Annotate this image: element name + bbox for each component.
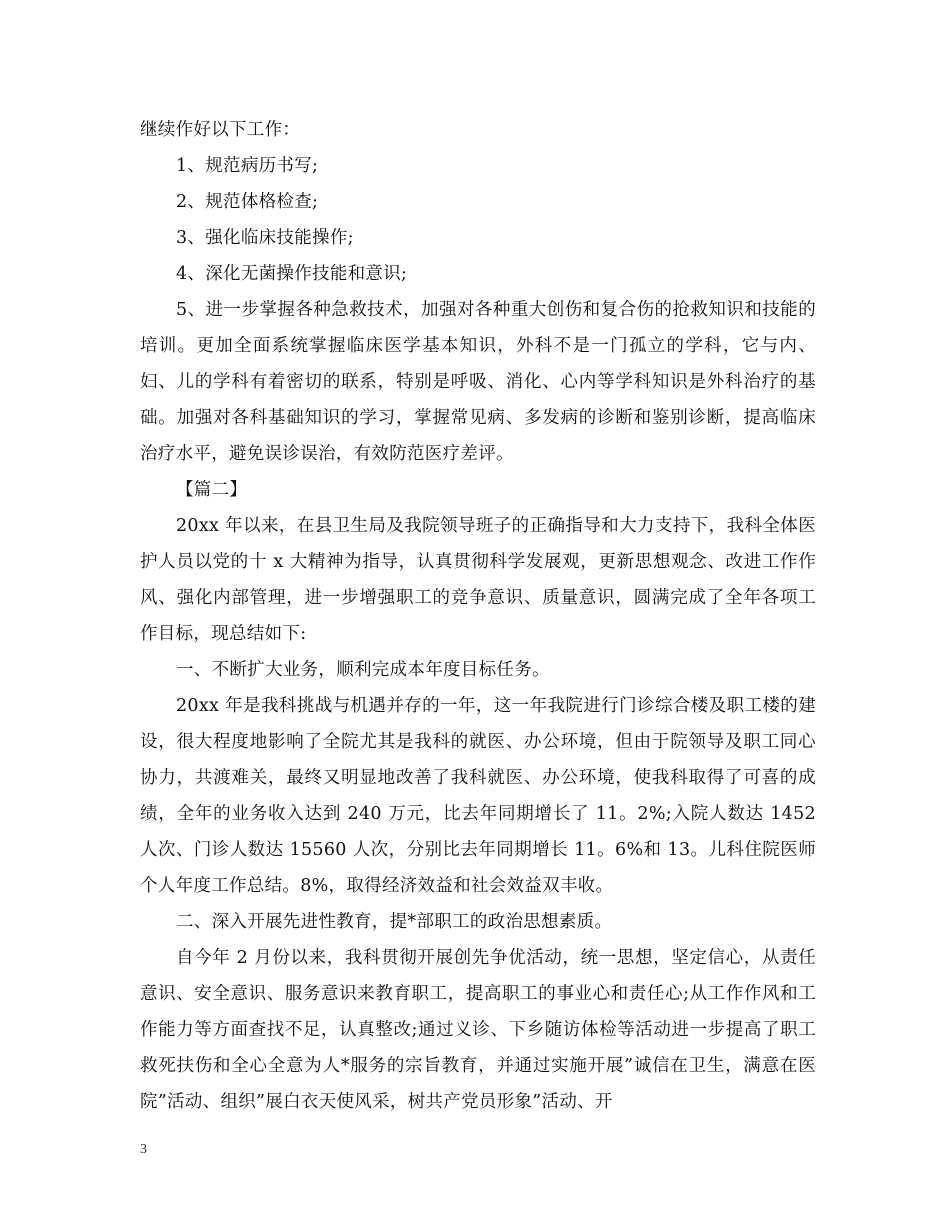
paragraph-business: 20xx 年是我科挑战与机遇并存的一年，这一年我院进行门诊综合楼及职工楼的建设，很大程度地影响了全院尤其是我科的就医、办公环境，但由于院领导及职工同心协力，共渡难关，最终又明显地改善了我科就医、办公环境，使我科取得了可喜的成绩，全年的业务收入达到 240 万元，比去年同期增长了 11。2%;入院人数达 1452 人次、门诊人数达 15560 人次，分别比去年同期增长 11。6%和 13。儿科住院医师个人年度工作总结。8%，取得经济效益和社会效益双丰收。 <box>140 696 816 896</box>
list-item-2: 2、规范体格检查; <box>176 192 319 212</box>
list-item-5: 5、进一步掌握各种急救技术，加强对各种重大创伤和复合伤的抢救知识和技能的培训。更加全面系统掌握临床医学基本知识，外科不是一门孤立的学科，它与内、妇、儿的学科有着密切的联系，特别是呼吸、消化、心内等学科知识是外科治疗的基础。加强对各科基础知识的学习，掌握常见病、多发病的诊断和鉴别诊断，提高临床治疗水平，避免误诊误治，有效防范医疗差评。 <box>140 300 816 464</box>
paragraph-overview: 20xx 年以来，在县卫生局及我院领导班子的正确指导和大力支持下，我科全体医护人员以党的十 x 大精神为指导，认真贯彻科学发展观，更新思想观念、改进工作作风、强化内部管理，进一步增强职工的竞争意识、质量意识，圆满完成了全年各项工作目标，现总结如下: <box>140 516 816 644</box>
section-heading-part-two: 【篇二】 <box>176 480 248 500</box>
list-item-4: 4、深化无菌操作技能和意识; <box>176 264 408 284</box>
document-body <box>140 112 816 1120</box>
list-item-1: 1、规范病历书写; <box>176 156 319 176</box>
paragraph-intro: 继续作好以下工作： <box>140 120 301 140</box>
paragraph-education: 自今年 2 月份以来，我科贯彻开展创先争优活动，统一思想，坚定信心，从责任意识、安全意识、服务意识来教育职工，提高职工的事业心和责任心;从工作作风和工作能力等方面查找不足，认真整改;通过义诊、下乡随访体检等活动进一步提高了职工救死扶伤和全心全意为人*服务的宗旨教育，并通过实施开展”诚信在卫生，满意在医院”活动、组织”展白衣天使风采，树共产党员形象”活动、开 <box>140 948 816 1112</box>
subheading-business: 一、不断扩大业务，顺利完成本年度目标任务。 <box>176 660 550 680</box>
page-number: 3 <box>140 1142 147 1157</box>
subheading-education: 二、深入开展先进性教育，提*部职工的政治思想素质。 <box>176 912 613 932</box>
list-item-3: 3、强化临床技能操作; <box>176 228 354 248</box>
